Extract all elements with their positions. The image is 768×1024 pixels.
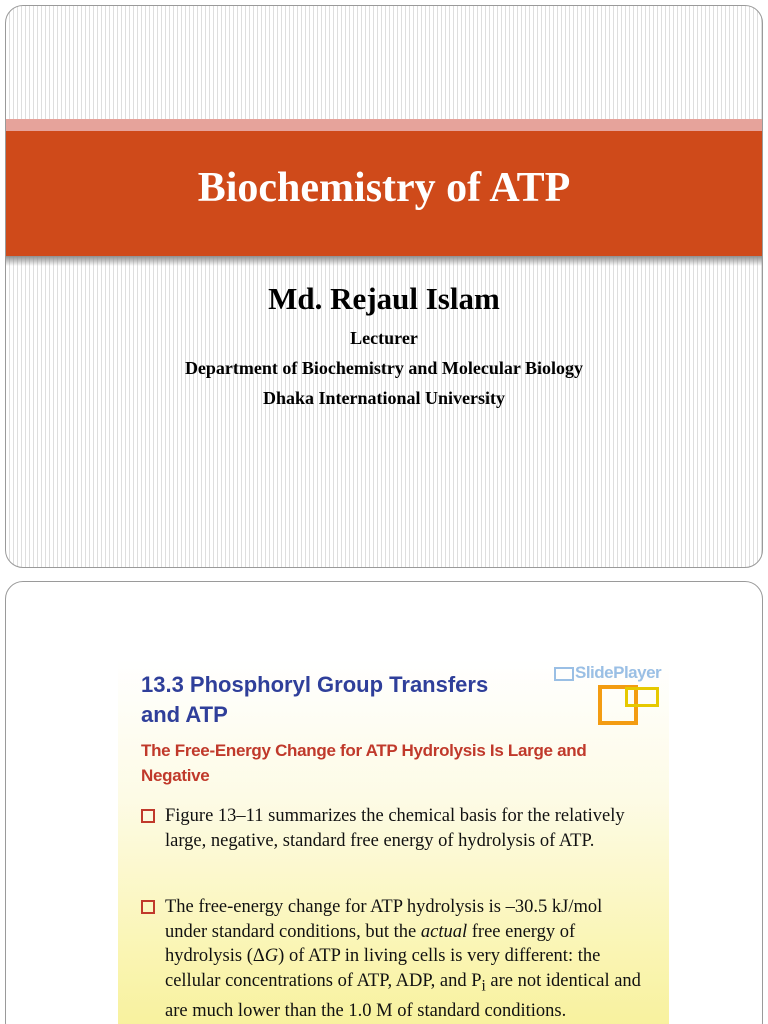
section-heading: [141, 670, 561, 730]
author-university: Dhaka International University: [262, 388, 505, 408]
bullet-item: [141, 804, 641, 853]
title-slide: [5, 5, 763, 568]
band-shadow: [6, 256, 762, 266]
author-block: [6, 281, 762, 413]
content-slide: [5, 581, 763, 1024]
slide-title: Biochemistry of ATP: [197, 164, 571, 211]
accent-strip: [6, 119, 762, 131]
heading-line-2: and ATP: [141, 702, 228, 727]
subheading-line-2: Negative: [141, 766, 210, 785]
square-bullet-icon: [141, 809, 155, 823]
subheading-line-1: The Free-Energy Change for ATP Hydrolysis Is Large and: [141, 741, 587, 760]
section-subheading: [141, 738, 621, 788]
bullet-text: Figure 13–11 summarizes the chemical basis for the relatively large, negative, standard free energy of hydrolysis of ATP.: [165, 806, 625, 851]
slideplayer-logo: [551, 663, 671, 723]
bullet-item: [141, 895, 641, 1023]
bullet-text: The free-energy change for ATP hydrolysis is –30.5 kJ/mol under standard conditions, but the actual free energy of hydrolysis (ΔG) of ATP in living cells is very different: the cellular concentrations of ATP, ADP, and $P_i$ are not identical and are much lower than the 1.0 M of standard conditions.: [165, 897, 641, 1021]
author-department: Department of Biochemistry and Molecular Biology: [184, 358, 584, 378]
logo-square-yellow: [625, 687, 659, 707]
title-band: [6, 131, 762, 256]
author-role: Lecturer: [350, 328, 418, 348]
author-name: Md. Rejaul Islam: [268, 281, 500, 316]
square-bullet-icon: [141, 900, 155, 914]
heading-line-1: 13.3 Phosphoryl Group Transfers: [141, 672, 489, 697]
logo-text: SlidePlayer: [575, 663, 662, 682]
